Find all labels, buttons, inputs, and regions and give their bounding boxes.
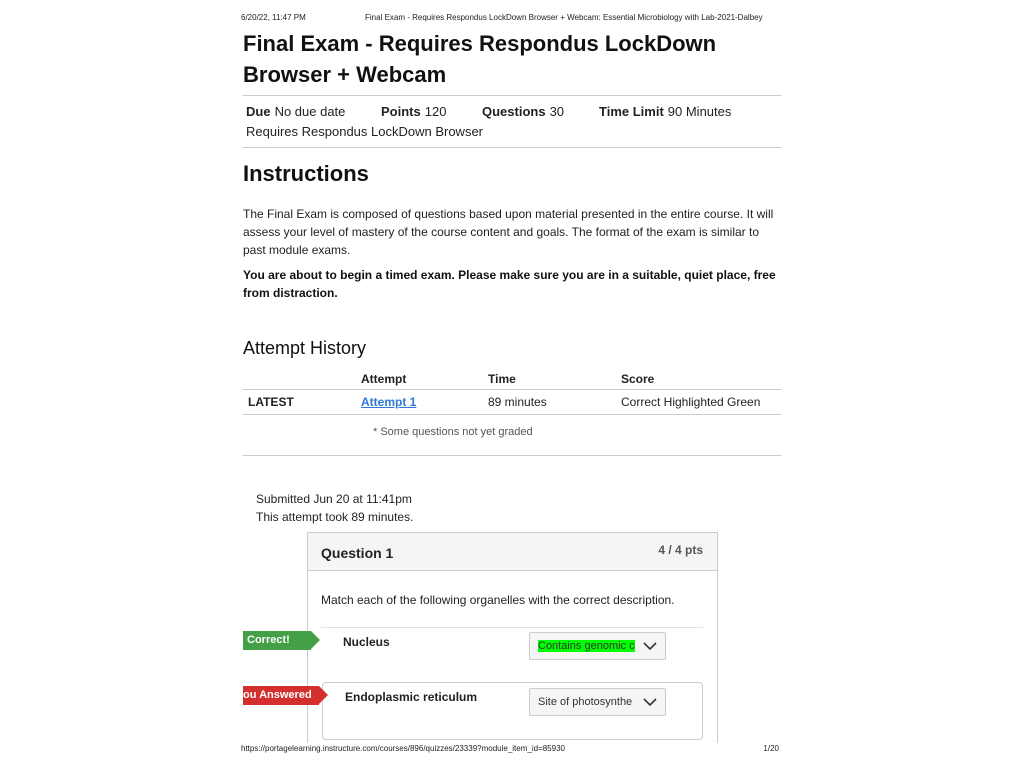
- chevron-down-icon: [643, 697, 657, 707]
- question-text: Match each of the following organelles with the correct description.: [321, 593, 675, 607]
- column-header-time: Time: [483, 368, 616, 390]
- attempt-history-table: [243, 368, 781, 415]
- due-value: No due date: [274, 104, 346, 119]
- column-header-attempt: Attempt: [356, 368, 483, 390]
- column-header: [243, 368, 356, 390]
- attempt-1-link[interactable]: Attempt 1: [361, 395, 417, 409]
- answer-select-nucleus[interactable]: [529, 632, 666, 660]
- page-number: 1/20: [763, 744, 779, 753]
- time-limit-label: Time Limit: [599, 104, 664, 119]
- latest-label: LATEST: [243, 390, 356, 415]
- you-answered-label: ou Answered: [243, 689, 312, 701]
- attempt-history-heading: Attempt History: [243, 338, 367, 358]
- quiz-title: Final Exam - Requires Respondus LockDown Browser + Webcam: [243, 31, 717, 87]
- submitted-time: Submitted Jun 20 at 11:41pm: [256, 492, 412, 506]
- question-card: [307, 532, 718, 743]
- attempt-cell: [356, 390, 483, 415]
- points-value: 120: [424, 104, 447, 119]
- points-detail: [381, 104, 446, 119]
- due-detail: [246, 104, 345, 119]
- time-limit-detail: [599, 104, 731, 119]
- print-page-title: Final Exam - Requires Respondus LockDown Browser + Webcam: Essential Microbiology with Lab-2021-Dalbey: [365, 13, 763, 22]
- timed-exam-warning: You are about to begin a timed exam. Please make sure you are in a suitable, quiet place, free from distraction.: [243, 268, 776, 300]
- column-header-score: Score: [616, 368, 781, 390]
- selected-answer: Site of photosynthe: [538, 696, 633, 708]
- you-answered-flag: [243, 686, 319, 705]
- points-label: Points: [381, 104, 421, 119]
- instructions-text: The Final Exam is composed of questions based upon material presented in the entire course. It will assess your level of mastery of the course content and goals. The format of the exam is similar to past module exams.: [243, 207, 774, 257]
- score-cell: Correct Highlighted Green: [616, 390, 781, 415]
- answer-label-nucleus: Nucleus: [343, 635, 390, 649]
- divider: [243, 147, 781, 148]
- correct-flag: Correct!: [243, 631, 311, 650]
- lockdown-requirement: Requires Respondus LockDown Browser: [246, 124, 484, 139]
- questions-value: 30: [549, 104, 565, 119]
- due-label: Due: [246, 104, 271, 119]
- divider: [243, 455, 781, 456]
- print-header: [241, 13, 781, 25]
- table-header-row: [243, 368, 781, 390]
- grading-note: * Some questions not yet graded: [373, 426, 533, 438]
- answer-select-endoplasmic-reticulum[interactable]: [529, 688, 666, 716]
- quiz-details: [246, 104, 781, 139]
- question-header: [308, 533, 717, 571]
- selected-answer: Contains genomic c: [538, 640, 635, 652]
- divider: [321, 627, 703, 628]
- page-url: https://portagelearning.instructure.com/courses/896/quizzes/23339?module_item_id=85930: [241, 744, 565, 753]
- questions-label: Questions: [482, 104, 546, 119]
- attempt-duration: This attempt took 89 minutes.: [256, 510, 414, 524]
- divider: [243, 95, 781, 96]
- time-limit-value: 90 Minutes: [667, 104, 732, 119]
- print-datetime: 6/20/22, 11:47 PM: [241, 13, 306, 22]
- submission-info: [256, 490, 413, 526]
- instructions-heading: Instructions: [243, 161, 369, 186]
- answer-label-endoplasmic-reticulum: Endoplasmic reticulum: [345, 690, 478, 704]
- table-row: [243, 390, 781, 415]
- chevron-down-icon: [643, 641, 657, 651]
- question-points: 4 / 4 pts: [658, 543, 703, 557]
- questions-detail: [482, 104, 564, 119]
- time-cell: 89 minutes: [483, 390, 616, 415]
- question-title: Question 1: [321, 545, 394, 561]
